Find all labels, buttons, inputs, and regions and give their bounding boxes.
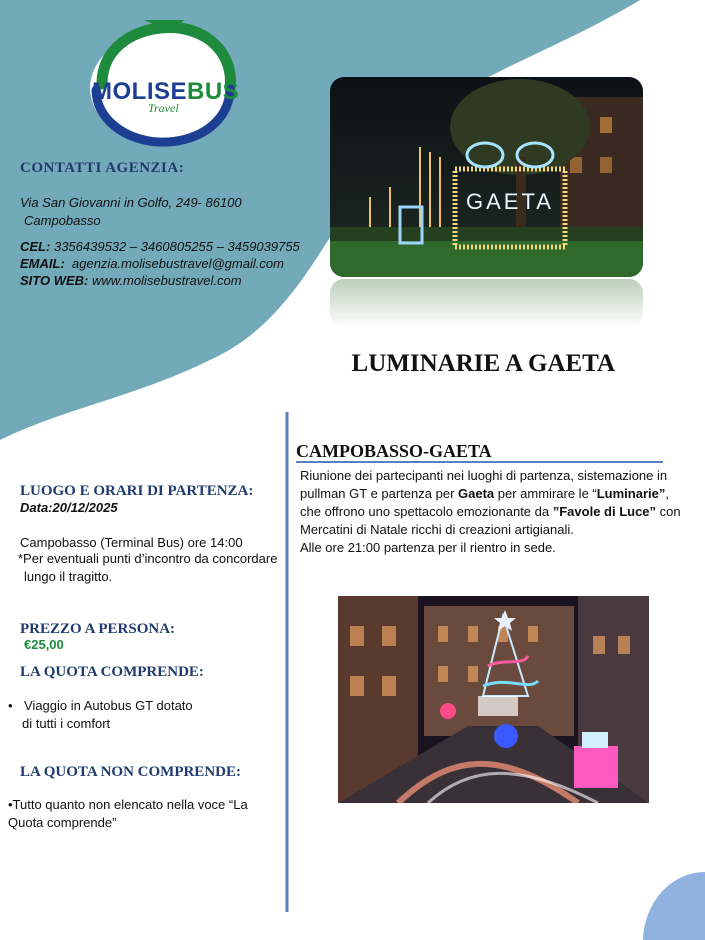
price-heading: PREZZO A PERSONA: [20, 621, 176, 637]
departure-date: Data:20/12/2025 [20, 500, 118, 515]
departure-place: Campobasso (Terminal Bus) ore 14:00 [20, 535, 243, 550]
excludes-item-line2: Quota comprende” [8, 815, 117, 830]
hero-sign-text: GAETA [466, 189, 554, 214]
web-value[interactable]: www.molisebustravel.com [92, 273, 242, 288]
hero-photo-illustration [330, 77, 643, 277]
route-return-line: Alle ore 21:00 partenza per il rientro in sede. [300, 540, 556, 555]
christmas-photo-illustration [338, 596, 649, 803]
route-bold-favole: ”Favole di Luce” [552, 504, 657, 519]
route-bold-gaeta: Gaeta [458, 486, 495, 501]
agency-address-line2: Campobasso [24, 213, 101, 228]
departure-heading: LUOGO E ORARI DI PARTENZA: [20, 483, 254, 499]
logo-text-molise: MOLISE [92, 78, 188, 105]
route-text-3: , che offrono uno spettacolo emozionante da [300, 486, 669, 519]
route-text-2: per ammirare le “ [494, 486, 597, 501]
price-value: €25,00 [24, 637, 64, 652]
includes-heading: LA QUOTA COMPRENDE: [20, 664, 204, 680]
includes-item-line1: Viaggio in Autobus GT dotato [24, 698, 193, 713]
excludes-item-line1: •Tutto quanto non elencato nella voce “La [8, 797, 248, 812]
agency-website [20, 273, 242, 288]
agency-address-line1: Via San Giovanni in Golfo, 249- 86100 [20, 195, 242, 210]
agency-cel [20, 239, 300, 254]
route-heading: CAMPOBASSO-GAETA [296, 441, 492, 461]
logo-subtitle: Travel [148, 101, 179, 115]
departure-note-line1: *Per eventuali punti d’incontro da concordare [18, 551, 278, 566]
web-label: SITO WEB: [20, 273, 89, 288]
route-text-1: Riunione dei partecipanti nei luoghi di partenza, sistemazione in pullman GT e partenza per [300, 468, 668, 501]
hero-photo-gaeta [330, 77, 643, 277]
departure-note-line2: lungo il tragitto. [24, 569, 113, 584]
route-text-4: con Mercatini di Natale ricchi di creazioni artigianali. [300, 504, 681, 537]
email-label: EMAIL: [20, 256, 65, 271]
agency-heading: CONTATTI AGENZIA: [20, 160, 185, 176]
hero-photo-reflection [330, 279, 643, 327]
agency-email [20, 256, 284, 271]
route-description [300, 467, 685, 557]
excludes-heading: LA QUOTA NON COMPRENDE: [20, 764, 241, 780]
route-bold-luminarie: Luminarie” [596, 486, 666, 501]
christmas-lights-photo [338, 596, 649, 803]
includes-bullet: • [8, 698, 13, 713]
cel-label: CEL: [20, 239, 51, 254]
logo-text-bus: BUS [187, 78, 240, 105]
page-title: LUMINARIE A GAETA [351, 350, 615, 377]
email-value[interactable]: agenzia.molisebustravel@gmail.com [72, 256, 284, 271]
cel-value: 3356439532 – 3460805255 – 3459039755 [53, 239, 300, 254]
hero-reflection-illustration [330, 279, 643, 327]
includes-item-line2: di tutti i comfort [22, 716, 111, 731]
corner-blue-quarter-circle [643, 872, 705, 940]
